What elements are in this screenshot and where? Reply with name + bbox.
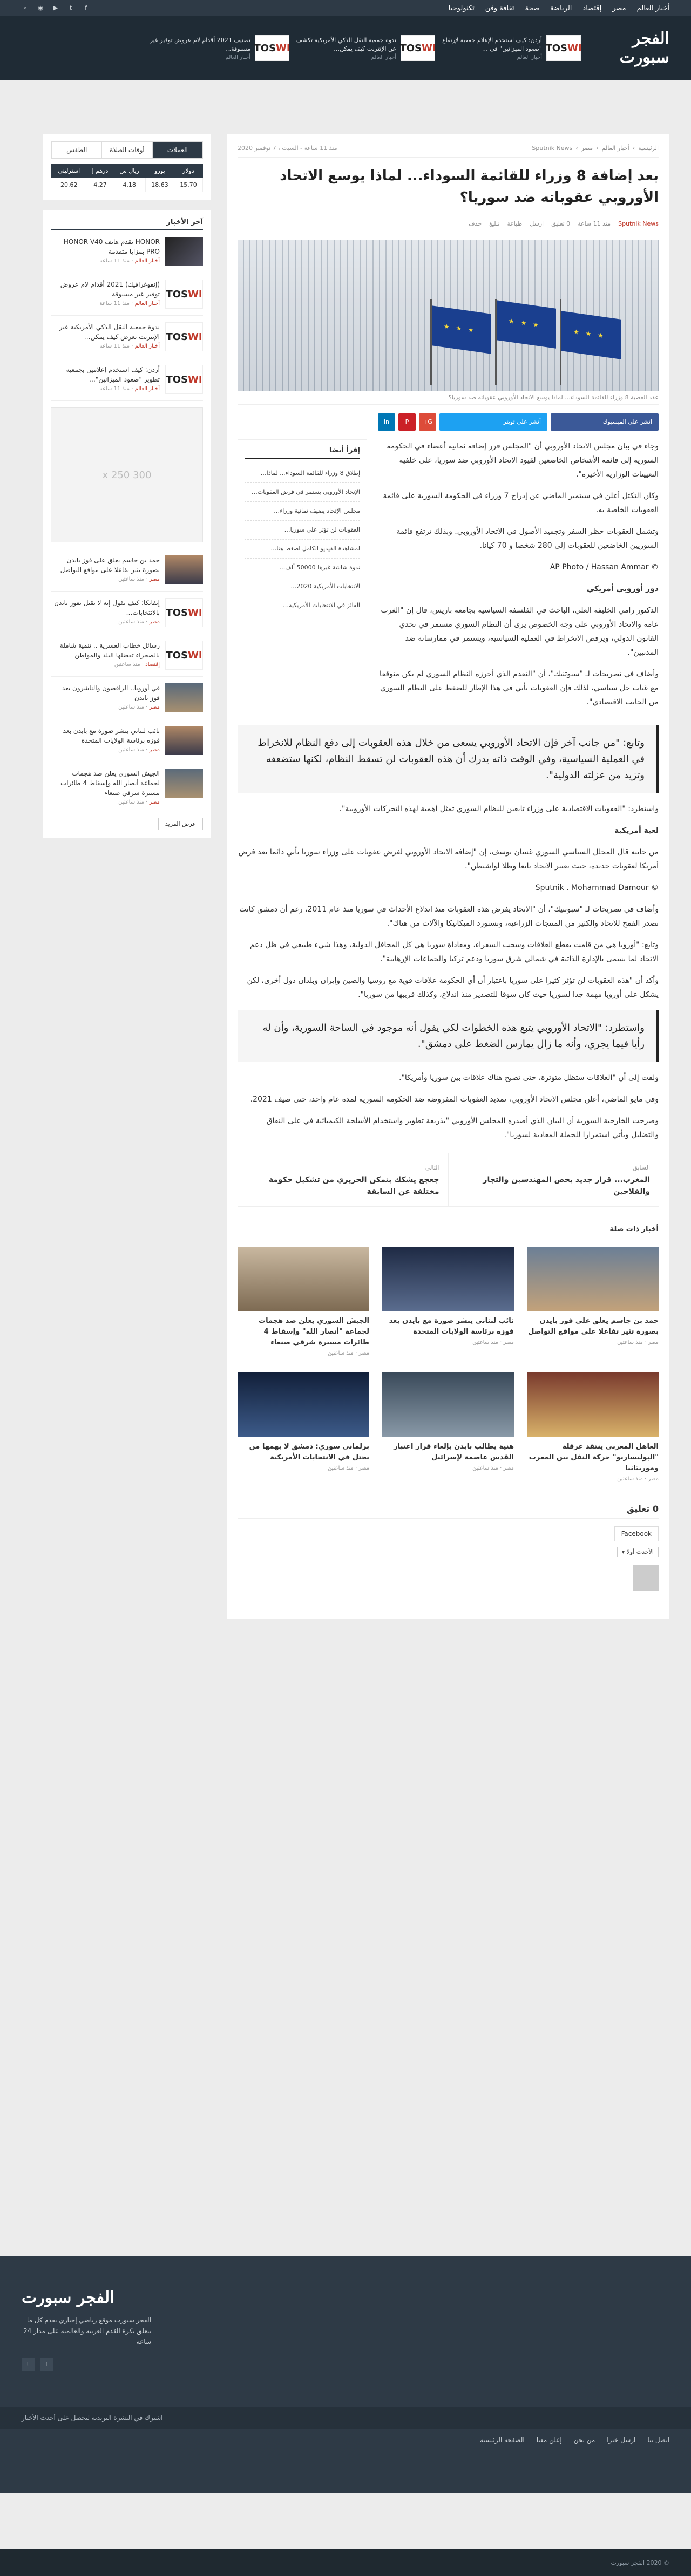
share-linkedin-button[interactable]: in [378, 413, 395, 431]
next-article-link[interactable] [238, 1153, 449, 1206]
main-menu [449, 4, 669, 12]
currency-header: دولار [174, 164, 203, 178]
share-google-button[interactable]: G+ [419, 413, 436, 431]
pull-quote: وتابع: "من جانب آخر فإن الاتحاد الأوروبي يسعى من خلال هذه العقوبات إلى دفع النظام للانخراط في العملية السياسية، وفي الوقت ذاته يدرك أن هذه العقوبات لن تسقط النظام، لكنها ستضعفه وتزيد من عزلته الدولية". [238, 725, 659, 793]
post-meta: مصر · منذ ساعتين [118, 704, 160, 710]
currency-table [51, 164, 203, 192]
footer-link-home[interactable]: الصفحة الرئيسية [479, 2436, 525, 2444]
article-title: بعد إضافة 8 وزراء للقائمة السوداء... لماذا يوسع الاتحاد الأوروبي عقوباته ضد سوريا؟ [280, 168, 659, 206]
site-logo[interactable]: الفجر سبورت [619, 29, 669, 67]
newsletter-bar [0, 2407, 691, 2429]
post-title: ندوة جمعية النقل الذكي الأمريكية عبر الإنترنت تعرض كيف يمكن… [59, 323, 160, 341]
news-title: أردن: كيف استخدم الإعلام جمعية لإرتفاع "صعود الميزانين" في … [442, 36, 542, 52]
twitter-icon[interactable]: t [69, 4, 72, 11]
rss-icon[interactable]: ◉ [38, 4, 43, 11]
paragraph: وكان التكتل أعلن في سبتمبر الماضي عن إدراج 7 وزراء في الحكومة السورية على قائمة العقوبات الخاصة به. [383, 492, 659, 514]
read-also-item[interactable]: إطلاق 8 وزراء للقائمة السوداء... لماذا… [245, 464, 360, 483]
related-title-text: العاهل المغربي ينتقد عرقلة "البوليساريو" حركة النقل بين المغرب وموريتانيا [529, 1443, 659, 1472]
post-thumb [165, 237, 203, 266]
paragraph: وجاء في بيان مجلس الاتحاد الأوروبي أن "المجلس قرر إضافة ثمانية أعضاء في الحكومة السورية إلى قائمة الأشخاص الخاضعين لقيود الاتحاد الأوروبي ضد سوريا، على خلفية التعيينات الوزارية الأخيرة". [387, 442, 659, 479]
comments-sort-select[interactable]: الأحدث أولا ▾ [617, 1547, 659, 1557]
social-icons [22, 4, 90, 12]
meta-time: منذ 11 ساعة [578, 220, 611, 227]
post-thumb [165, 555, 203, 584]
footer-logo[interactable]: الفجر سبورت [22, 2288, 114, 2307]
paragraph: وفي مايو الماضي، أعلن مجلس الاتحاد الأوروبي، تمديد العقوبات المفروضة ضد الحكومة السورية لمدة عام واحد، حتى صيف 2021. [250, 1095, 659, 1104]
menu-item[interactable]: أخبار العالم [636, 4, 669, 12]
latest-news-item[interactable] [51, 634, 203, 677]
related-title-text: نائب لبناني ينشر صورة مع بايدن بعد فوزه برئاسة الولايات المتحدة [389, 1317, 514, 1336]
article-body-2 [238, 725, 659, 1142]
news-title: تصنيف 2021 أقدام لام عروض توفير غير مسبوقة… [150, 36, 250, 52]
latest-news-item[interactable] [51, 549, 203, 592]
comments-section [238, 1504, 659, 1608]
related-title-text: الجيش السوري يعلن صد هجمات لجماعة "أنصار الله" وإسقاط 4 طائرات مسيرة شرقي صنعاء [259, 1317, 369, 1347]
related-item[interactable] [527, 1372, 659, 1482]
post-thumb [165, 769, 203, 798]
site-header [0, 16, 691, 80]
latest-news-item[interactable] [51, 358, 203, 401]
latest-news-title: آخر الأخبار [51, 218, 203, 230]
paragraph: وأضاف في تصريحات لـ "سبوتنيك"، أن "التقدم الذي أحرزه النظام السوري لم يكن متوقفا مع غياب حل سياسي، لذلك فإن العقوبات تأتي في هذا الإطار للضغط على النظام السوري من الجانب الاقتصادي". [380, 670, 659, 706]
menu-item[interactable]: إقتصاد [582, 4, 602, 12]
paragraph: وأضاف في تصريحات لـ "سبوتنيك"، أن "الاتحاد يفرض هذه العقوبات منذ اندلاع الأحداث في سوريا منذ عام 2011، رغم أن دمشق كانت تصدر القمح للاتحاد والكثير من المنتجات الزراعية، وتستورد الميكانيكا والآلات من هناك". [239, 905, 659, 928]
subheading: دور أوروبي أمريكي [586, 584, 659, 593]
post-meta: أخبار العالم · منذ 11 ساعة [99, 386, 160, 392]
avatar [633, 1565, 659, 1591]
latest-news-item[interactable] [51, 719, 203, 762]
post-title: إيفانكا: كيف يقول إنه لا يقبل بفوز بايدن بالانتخابات… [54, 599, 160, 616]
latest-news-item[interactable] [51, 677, 203, 719]
currency-value: 4.18 [113, 178, 146, 192]
post-meta: مصر · منذ ساعتين [118, 747, 160, 753]
comment-input[interactable] [238, 1565, 628, 1602]
prev-title: المغرب... قرار جديد يخص المهندسين والتجار والفلاحين [483, 1175, 650, 1196]
news-title: ندوة جمعية النقل الذكي الأمريكية تكشف عن الإنترنت كيف يمكن… [296, 36, 396, 52]
post-title: حمد بن جاسم يعلق على فوز بايدن بصورة تثير تفاعلا على مواقع التواصل [60, 556, 160, 574]
read-also-item[interactable]: الفائز في الانتخابات الأمريكية… [245, 596, 360, 615]
currency-header: درهم إ [87, 164, 113, 178]
report-link[interactable]: تبليغ [489, 220, 500, 227]
news-thumb: TOSWI [255, 35, 289, 61]
post-thumb: TOSWI [165, 365, 203, 394]
show-more-button[interactable]: عرض المزيد [158, 818, 203, 830]
post-title: في أوروبا.. الراقصون والناشرون بعد فوز بايدن [62, 684, 160, 702]
article-date: منذ 11 ساعة - السبت ، 7 نوفمبر 2020 [238, 145, 337, 152]
article-image [238, 240, 659, 391]
paragraph: وتابع: "أوروبا هي من قامت بقطع العلاقات وسحب السفراء، ومعاداة سوريا هي كل المحافل الدولية، وهذا شيء طبيعي في ظل دعم الاتحاد لما يسمى بالإدارة الذاتية في شمالي شرق سوريا ودعم تركيا والجماعات الإرهابية". [249, 941, 659, 963]
prev-next-nav [238, 1153, 659, 1207]
facebook-comments-box [238, 1541, 659, 1608]
latest-news-item[interactable] [51, 762, 203, 812]
post-title: رسائل خطاب العسرية .. تنمية شاملة بالصحراء تفضلها البلد والمواطن [59, 642, 160, 659]
prev-article-link[interactable] [449, 1153, 659, 1206]
post-title: نائب لبناني ينشر صورة مع بايدن بعد فوزه برئاسة الولايات المتحدة [63, 727, 160, 744]
read-also-item[interactable]: ندوة شاشة غيرها 50000 ألف… [245, 559, 360, 577]
widget-tabs [51, 141, 203, 159]
facebook-icon[interactable]: f [40, 2358, 53, 2371]
photo-credit: © AP Photo / Hassan Ammar [550, 563, 659, 572]
footer-link-send-news[interactable]: ارسل خبرا [607, 2436, 636, 2444]
related-item[interactable] [238, 1247, 369, 1356]
breadcrumb-item[interactable]: مصر [581, 145, 593, 152]
newsletter-text[interactable]: اشترك في النشرة البريدية لتحصل على أحدث الأخبار [22, 2414, 163, 2422]
top-bar [0, 0, 691, 16]
currency-value: 4.27 [87, 178, 113, 192]
related-item[interactable] [382, 1247, 514, 1356]
post-meta: أخبار العالم · منذ 11 ساعة [99, 301, 160, 307]
sidebar [43, 134, 211, 848]
post-meta: أخبار العالم · منذ 11 ساعة [99, 258, 160, 264]
read-also-item[interactable]: لمشاهدة الفيديو الكامل اضغط هنا… [245, 540, 360, 559]
latest-news-item[interactable] [51, 316, 203, 358]
twitter-icon[interactable]: t [22, 2358, 35, 2371]
news-meta: أخبار العالم [371, 54, 396, 60]
delete-link[interactable]: حذف [469, 220, 482, 227]
paragraph: واستطرد: "العقوبات الاقتصادية على وزراء تابعين للنظام السوري تمثل أهمية لهذه التحركات الأوروبية". [339, 805, 659, 813]
news-meta: أخبار العالم [225, 54, 250, 60]
post-thumb: TOSWI [165, 641, 203, 670]
news-meta: أخبار العالم [517, 54, 542, 60]
post-thumb: TOSWI [165, 322, 203, 351]
copyright-text: © 2020 الفجر سبورت [611, 2559, 669, 2566]
footer-link-advertise[interactable]: إعلن معنا [536, 2436, 562, 2444]
search-icon[interactable]: ⌕ [23, 4, 28, 11]
paragraph: ولفت إلى أن "العلاقات ستظل متوترة، حتى تصبح هناك علاقات بين سوريا وأمريكا". [399, 1073, 659, 1082]
subheading: لعبة أمريكية [614, 826, 659, 835]
paragraph: وأكد أن "هذه العقوبات لن تؤثر كثيرا على سوريا باعتبار أن أي الحكومة علاقات قوية مع روسيا والصين وإيران وبلدان دول أخرى، لكن يشكل على أوروبا مهمة جدا لسوريا حيث كان سوقا للتصدير منذ اندلاع، وكذلك قريبها من سوريا". [247, 976, 659, 999]
related-meta: مصر · منذ ساعتين [328, 1350, 369, 1356]
post-meta: أخبار العالم · منذ 11 ساعة [99, 343, 160, 349]
share-facebook-button[interactable]: انشر على الفيسبوك [551, 413, 659, 431]
currency-header: ريال س [113, 164, 146, 178]
related-meta: مصر · منذ ساعتين [328, 1465, 369, 1471]
article-main [227, 134, 669, 1619]
latest-news-item[interactable] [51, 273, 203, 316]
related-title-text: حمد بن جاسم يعلق على فوز بايدن بصورة تثير تفاعلا على مواقع التواصل [528, 1317, 659, 1336]
paragraph: من جانبه قال المحلل السياسي السوري غسان يوسف، إن "إضافة الاتحاد الأوروبي لفرض عقوبات على وزراء سوريا يأتي دائما بعد فرض أمريكا لعقوبات جديدة، حيث يعتبر الاتحاد تابعا وظلا لواشنطن". [238, 848, 659, 871]
article-body [378, 439, 659, 717]
read-also-box [238, 439, 367, 622]
related-grid [238, 1247, 659, 1482]
menu-item[interactable]: الرياضة [550, 4, 572, 12]
menu-item[interactable]: ثقافة وفن [485, 4, 514, 12]
related-meta: مصر · منذ ساعتين [617, 1476, 659, 1482]
related-item[interactable] [382, 1372, 514, 1482]
breadcrumb-home[interactable]: الرئيسية [638, 145, 659, 152]
post-meta: مصر · منذ ساعتين [118, 619, 160, 625]
news-thumb: TOSWI [401, 35, 435, 61]
pull-quote: واستطرد: "الاتحاد الأوروبي يتبع هذه الخطوات لكي يقول أنه موجود في الساحة السورية، وأن له رأيا فيما يجري، وأنه ما زال يمارس الضغط على دمشق". [238, 1010, 659, 1062]
send-link[interactable]: ارسل [530, 220, 544, 227]
currency-value: 20.62 [51, 178, 87, 192]
print-link[interactable]: طباعة [507, 220, 523, 227]
prev-label: السابق [633, 1164, 650, 1171]
read-also-item[interactable]: الإتحاد الأوروبي يستمر في فرض العقوبات… [245, 483, 360, 502]
image-caption: عقد العصبة 8 وزراء للقائمة السوداء... لماذا يوسع الاتحاد الأوروبي عقوباته ضد سوريا؟ [238, 391, 659, 405]
footer-link-contact[interactable]: اتصل بنا [647, 2436, 669, 2444]
related-meta: مصر · منذ ساعتين [472, 1340, 514, 1345]
breadcrumb-item[interactable]: Sputnik News [532, 145, 573, 152]
currency-value: 18.63 [146, 178, 174, 192]
related-title-text: برلماني سوري: دمشق لا يهمها من يحتل في الانتخابات الأمريكية [249, 1443, 369, 1462]
footer-link-about[interactable]: من نحن [573, 2436, 595, 2444]
post-thumb: TOSWI [165, 598, 203, 627]
post-title: أردن: كيف استخدم إعلامين بجمعية تطوير "صعود الميزانين"… [66, 366, 160, 383]
facebook-icon[interactable]: f [85, 4, 87, 11]
comments-count[interactable]: 0 تعليق [551, 220, 571, 227]
header-news-item[interactable] [441, 35, 581, 61]
paragraph: وصرحت الخارجية السورية أن البيان الذي أصدره المجلس الأوروبي "بذريعة تطوير واستخدام الأسلحة الكيميائية في على النفاق والتضليل ويأتي استمرارا للحملة المعادية لسوريا". [266, 1117, 659, 1139]
read-also-item[interactable]: مجلس الإتحاد يضيف ثمانية وزراء… [245, 502, 360, 521]
read-also-item[interactable]: الانتخابات الأمريكية 2020… [245, 577, 360, 596]
share-pinterest-button[interactable]: P [398, 413, 416, 431]
related-title: أخبار ذات صلة [238, 1218, 659, 1238]
news-thumb: TOSWI [546, 35, 581, 61]
article-meta [238, 216, 659, 232]
header-news-item[interactable] [295, 35, 435, 61]
facebook-comments-tab[interactable]: Facebook [614, 1526, 659, 1541]
footer-description: الفجر سبورت موقع رياضي إخباري يقدم كل ما يتعلق بكرة القدم العربية والعالمية على مدار 24 ساعة [23, 2316, 151, 2346]
post-title: الجيش السوري يعلن صد هجمات لجماعة أنصار الله وإسقاط 4 طائرات مسيرة شرقي صنعاء [60, 770, 160, 797]
header-news-item[interactable] [149, 35, 289, 61]
latest-news-item[interactable] [51, 230, 203, 273]
post-meta: إقتصاد · منذ ساعتين [114, 662, 160, 668]
tab-prayer-times[interactable]: أوقات الصلاة [101, 142, 152, 158]
paragraph: وتشمل العقوبات حظر السفر وتجميد الأصول في الاتحاد الأوروبي. وبذلك ترتفع قائمة السوريين الخاضعين للعقوبات إلى 280 شخصا و 70 كيانا. [396, 527, 659, 550]
menu-item[interactable]: صحة [525, 4, 540, 12]
currency-header: استرليني [51, 164, 87, 178]
next-title: جعجع يشكك بتمكن الحريري من تشكيل حكومة مختلفة عن السابقة [268, 1175, 439, 1196]
read-also-item[interactable]: العقوبات لن تؤثر على سوريا… [245, 521, 360, 540]
header-news [22, 35, 581, 61]
post-meta: مصر · منذ ساعتين [118, 799, 160, 805]
related-title-text: هنية يطالب بايدن بإلغاء قرار اعتبار القدس عاصمة لإسرائيل [394, 1443, 514, 1462]
paragraph: الدكتور رامي الخليفة العلي، الباحث في الفلسفة السياسية بجامعة باريس، قال إن "الغرب عامة والاتحاد الأوروبي على وجه الخصوص يرى أن النظام السوري مستمر في تحدي القانون الدولي، ويرفض الانخراط في العملية السياسية، ويستمر في ممارساته ضد المدنيين". [381, 606, 659, 657]
ad-placeholder: 300 x 250 [51, 407, 203, 542]
related-item[interactable] [238, 1372, 369, 1482]
source-link[interactable]: Sputnik News [618, 220, 659, 227]
share-twitter-button[interactable]: أنشر على تويتر [439, 413, 547, 431]
currency-value: 15.70 [174, 178, 203, 192]
youtube-icon[interactable]: ▶ [53, 4, 58, 11]
breadcrumb: الرئيسية › أخبار العالم › مصر › Sputnik News منذ 11 ساعة - السبت ، 7 نوفمبر 2020 [238, 145, 659, 158]
info-widget [43, 134, 211, 200]
related-item[interactable] [527, 1247, 659, 1356]
share-bar [238, 413, 659, 431]
currency-header: يورو [146, 164, 174, 178]
related-meta: مصر · منذ ساعتين [472, 1465, 514, 1471]
post-thumb: TOSWI [165, 280, 203, 309]
post-thumb [165, 726, 203, 755]
menu-item[interactable]: مصر [612, 4, 626, 12]
post-thumb [165, 683, 203, 712]
related-meta: مصر · منذ ساعتين [617, 1340, 659, 1345]
latest-news-widget [43, 210, 211, 838]
post-title: HONOR تقدم هاتف HONOR V40 PRO بمزايا متقدمة [63, 238, 160, 255]
tab-weather[interactable]: الطقس [51, 142, 101, 158]
footer-links [0, 2429, 691, 2493]
post-meta: مصر · منذ ساعتين [118, 576, 160, 582]
read-also-title: إقرأ أيضا [245, 446, 360, 459]
footer-social [22, 2358, 53, 2371]
photo-credit: © Sputnik . Mohammad Damour [535, 883, 659, 892]
comments-title: 0 تعليق [238, 1504, 659, 1519]
latest-news-item[interactable] [51, 592, 203, 634]
post-title: (إنفوغرافيك) 2021 أقدام لام عروض توفير غير مسبوقة [60, 281, 160, 298]
tab-currency[interactable]: العملات [152, 142, 202, 158]
menu-item[interactable]: تكنولوجيا [448, 4, 475, 12]
copyright-bar [0, 2549, 691, 2576]
breadcrumb-item[interactable]: أخبار العالم [601, 145, 629, 152]
next-label: التالي [425, 1164, 439, 1171]
